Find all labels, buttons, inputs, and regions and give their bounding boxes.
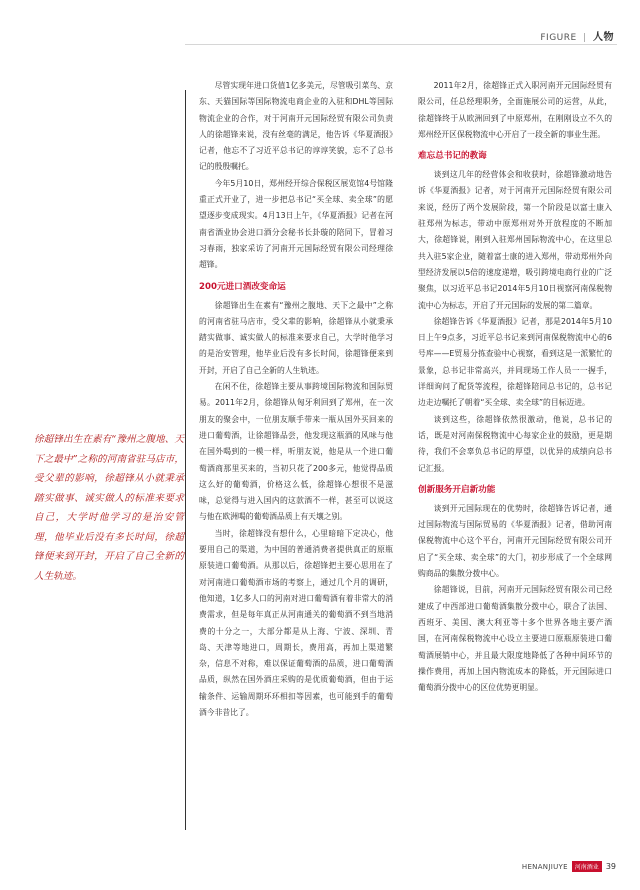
section-heading: 创新服务开启新功能 [418,484,496,495]
paragraph: 尽管实现年进口货值1亿多美元，尽管吸引菜鸟、京东、天猫国际等国际物流电商企业的入驻和DHL等国际物流企业的合作，对于河南开元国际经贸有限公司负责人的徐超锋来说，没有丝毫的满足，他告诉《华夏酒报》记者，他忘不了习近平总书记的谆谆笑貌，忘不了总书记的殷殷嘱托。 [199,81,393,172]
paragraph: 谈到这几年的经营体会和收获时，徐超锋激动地告诉《华夏酒报》记者，对于河南开元国际经贸有限公司来说，经历了两个发展阶段，第一个阶段是以富士康入驻郑州为标志，带动中原郑州对外开放程度的不断加大，徐超锋说，刚到入驻郑州国际物流中心，在这里总共入驻5家企业，随着富士康的进入郑州，带动郑州外向型经济发展以5倍的速度递增，吸引跨境电商行业的广泛聚焦，以习近平总书记2014年5月10日视察河南保税物流中心为标志，开启了开元国际的发展的第二篇章。 [418,170,612,310]
article-column-left [199,78,393,721]
magazine-name: HENANJIUYE [521,862,568,871]
paragraph: 今年5月10日，郑州经开综合保税区展览馆4号馆隆重正式开业了，进一步把总书记“买全球、卖全球”的愿望逐步变成现实。4月13日上午，《华夏酒报》记者在河南省酒业协会进口酒分会秘书长卦璇的陪同下，冒着习习春雨，独家采访了河南开元国际经贸有限公司经理徐超锋。 [199,178,393,270]
pull-quote: 徐超锋出生在素有“豫州之腹地、天下之最中”之称的河南省驻马店市，受父辈的影响，徐超锋从小就秉承踏实做事、诚实做人的标准来要求自己，大学时他学习的是治安管理，他毕业后没有多长时间，徐超锋便来到开封，开启了自己全新的人生轨迹。 [34,434,184,582]
page-number: 39 [605,862,616,871]
paragraph: 当时，徐超锋没有想什么，心里暗暗下定决心，他要用自己的渠道，为中国的普通消费者提供真正的原瓶原装进口葡萄酒。从那以后，徐超锋把主要心思用在了对河南进口葡萄酒市场的考察上，通过几个月的调研，他知道，1亿多人口的河南对进口葡萄酒有着非常大的消费需求，但是每年真正从河南通关的葡萄酒不到当地消费的十分之一，大部分都是从上海、宁波、深圳、青岛、天津等地进口，周期长，费用高，再加上渠道繁杂，信息不对称，难以保证葡萄酒的品质，进口葡萄酒品质，纵然在国外酒庄采购的是优质葡萄酒，但由于运输条件、运输周期环环相扣等因素，也可能到手的葡萄酒今非昔比了。 [199,528,393,717]
header-section: 人物 [593,32,614,43]
header-separator: | [583,33,587,43]
section-heading: 200元进口酒改变命运 [199,281,286,292]
paragraph: 徐超锋出生在素有“豫州之腹地、天下之最中”之称的河南省驻马店市，受父辈的影响，徐超锋从小就秉承踏实做事、诚实做人的标准来要求自己，大学时他学习的是治安管理，他毕业后没有多长时间，徐超锋便来到开封，开启了自己全新的人生轨迹。 [199,300,393,375]
article-column-right [418,78,612,696]
paragraph: 谈到这些，徐超锋依然很激动，他说，总书记的话，既是对河南保税物流中心每家企业的鼓励，更是期待，我们不会辜负总书记的厚望，以优异的成绩向总书记汇报。 [418,414,612,473]
header-rule [185,44,617,45]
paragraph: 徐超锋告诉《华夏酒报》记者，那是2014年5月10日上午9点多，习近平总书记来到河南保税物流中心的6号库——E贸易分拣查验中心视察，看到这是一派繁忙的景象，总书记非常高兴，并同现场工作人员一一握手，详细询问了配货等流程，徐超锋陪同总书记的，总书记边走边嘱托了朝着“买全球、卖全球”的目标迈进。 [418,316,612,408]
paragraph: 徐超锋说，目前，河南开元国际经贸有限公司已经建成了中西部进口葡萄酒集散分拨中心，联合了法国、西班牙、美国、澳大利亚等十多个世界各地主要产酒国，在河南保税物流中心设立主要进口原瓶原装进口葡萄酒展销中心，并且最大限度地降低了各种中间环节的操作费用，再加上国内物流成本的降低，开元国际进口葡萄酒分拨中心的区位优势更明显。 [418,585,612,693]
page-header [540,28,614,43]
section-heading: 难忘总书记的教诲 [418,151,487,162]
paragraph: 在闲不住，徐超锋主要从事跨境国际物流和国际贸易。2011年2月，徐超锋从匈牙利回到了郑州，在一次朋友的聚会中，一位朋友顺手带来一瓶从国外买回来的进口葡萄酒，让徐超锋品尝，他发现这瓶酒的风味与他在国外喝到的一模一样，听朋友说，他是从一个进口葡萄酒商那里买来的，当初只花了200多元，他觉得品质这么好的葡萄酒，价格这么低，徐超锋心想很不是滋味，总觉得与进入国内的这款酒不一样，甚至可以说这与他在欧洲喝的葡萄酒品质上有天壤之别。 [199,382,393,522]
paragraph: 2011年2月，徐超锋正式入职河南开元国际经贸有限公司，任总经理职务，全面施展公司的运营，从此，徐超锋终于从欧洲回到了中原郑州，在刚刚设立不久的郑州经开区保税物流中心开启了一段全新的事业生涯。 [418,81,612,139]
magazine-badge: 河南酒业 [572,861,602,872]
column-divider-rule [185,90,186,830]
page-footer [522,861,616,872]
header-label: FIGURE [540,33,577,43]
paragraph: 谈到开元国际现在的优势时，徐超锋告诉记者，通过国际物流与国际贸易的《华夏酒报》记者，借助河南保税物流中心这个平台，河南开元国际经贸有限公司开启了“买全球、卖全球”的大门，初步形成了一个全球网购商品的集散分拨中心。 [418,503,612,579]
